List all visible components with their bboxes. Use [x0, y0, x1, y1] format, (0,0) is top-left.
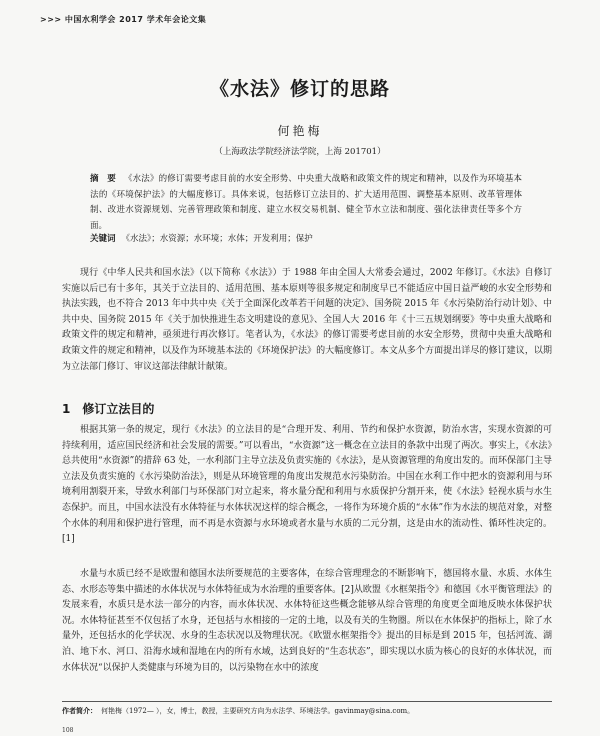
section-heading	[62, 400, 154, 417]
paper-title: 《水法》修订的思路	[209, 78, 390, 100]
keywords-text: 《水法》；水资源；水环境；水体；开发利用；保护	[121, 234, 313, 244]
body-paragraph-2: 水量与水质已经不是欧盟和德国水法所要规范的主要客体，在综合管理理念的不断影响下，德国将水量、水质、水体生态、水形态等集中描述的水体状况与水体特征成为水治理的重要客体。[2]从欧盟《水框架指令》和德国《水平衡管理法》的发展来看，水质只是水法一部分的内容，而水体状况、水体特征这些概念能够从综合管理的角度更全面地反映水体保护状况。水体特征甚至不仅包括了水身，还包括与水相接的一定的土地，以及有关的生物圈。所以在水体保护的指标上，除了水量外，还包括水的化学状况、水身的生态状况以及物理状况。《欧盟水框架指令》提出的目标是到 2015 年，包括河流、湖泊、地下水、河口、沿海水域和湿地在内的所有水域，达到良好的“生态状态”，即实现以水质为核心的良好的水体状况，而水体状况“以保护人类健康与环境为目的，以污染物在水中的浓度	[62, 569, 552, 673]
abstract-text: 《水法》的修订需要考虑目前的水安全形势、中央重大战略和政策文件的规定和精神，以及作为环境基本法的《环境保护法》的大幅度修订。具体来说，包括修订立法目的、扩大适用范围、调整基本原则、改革管理体制、改进水资源规划、完善管理政策和制度、建立水权交易机制、健全节水立法和制度、强化法律责任等多个方面。	[90, 174, 522, 231]
footnote-text: 何艳梅（1972— ），女，博士，教授，主要研究方向为水法学、环境法学。gavinmay@sina.com。	[101, 707, 415, 715]
author-name: 何艳梅	[277, 124, 323, 138]
abstract	[90, 172, 522, 234]
abstract-label: 摘 要	[90, 174, 116, 184]
section-title: 修订立法目的	[82, 402, 155, 416]
page-number: 108	[62, 727, 74, 734]
author-affiliation: （上海政法学院经济法学院，上海 201701）	[214, 147, 386, 157]
footnote-label: 作者简介：	[62, 707, 97, 715]
keywords-label: 关键词	[90, 234, 116, 244]
body-paragraph-1: 根据其第一条的规定，现行《水法》的立法目的是“合理开发、利用、节约和保护水资源，防治水害，实现水资源的可持续利用，适应国民经济和社会发展的需要。”可以看出，“水资源”这一概念在立法目的条款中出现了两次。事实上，《水法》总共使用“水资源”的措辞 63 处，一水利部门主导立法及负责实施的《水法》，是从资源管理的角度出发的。而环保部门主导立法及负责实施的《水污染防治法》，则是从环境管理的角度出发规范水污染防治。中国在水利工作中把水的资源利用与环境利用割裂开来，导致水利部门与环保部门对立起来，将水量分配和利用与水质保护分割开来，使《水法》轻视水质与水生态保护。而且，中国水法没有水体特征与水体状况这样的综合概念，一将作为环境介质的“水体”作为水法的规范对象，对整个水体的利用和保护进行管理，而不再是水资源与水环境或者水量与水质的二元分割，这是由水的流动性、循环性决定的。[1]	[62, 425, 552, 545]
author-footnote	[62, 706, 552, 716]
keywords	[90, 232, 522, 247]
running-head: >>> 中国水利学会 2017 学术年会论文集	[40, 15, 207, 24]
intro-paragraph: 现行《中华人民共和国水法》（以下简称《水法》）于 1988 年由全国人大常委会通过，2002 年修订。《水法》自修订实施以后已有十多年，其关于立法目的、适用范围、基本原则等很多规定和制度早已不能适应中国日益严峻的水安全形势和执法实践，也不符合 2013 年中共中央《关于全面深化改革若干问题的决定》、国务院 2015 年《水污染防治行动计划》、中共中央、国务院 2015 年《关于加快推进生态文明建设的意见》、全国人大 2016 年《十三五规划纲要》等中央重大战略和政策文件的规定和精神，亟须进行再次修订。笔者认为，《水法》的修订需要考虑目前的水安全形势，贯彻中央重大战略和政策文件的规定和精神，以及作为环境基本法的《环境保护法》的大幅度修订。本文从多个方面提出详尽的修订建议，以期为立法部门修订、审议这部法律献计献策。	[62, 268, 552, 372]
footnote-divider	[62, 701, 552, 702]
section-number: 1	[62, 402, 71, 416]
